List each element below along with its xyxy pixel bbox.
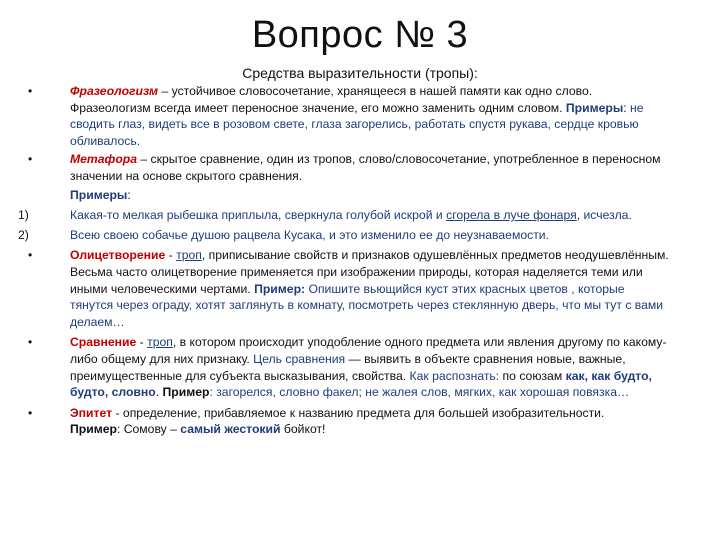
definition: , в котором происходит уподобление одного предмета или явления другому по какому-либо общему для них признаку.: [70, 335, 667, 366]
example-text: Всею своею собачье душою рацвела Кусака, и это изменило ее до неузнаваемости.: [70, 227, 549, 242]
list-item-phraseologism: [18, 83, 670, 149]
trope-link[interactable]: троп: [147, 335, 173, 350]
list-item-personification: [18, 247, 670, 330]
colon: :: [623, 100, 627, 115]
examples-heading: [18, 187, 670, 204]
trope-link[interactable]: троп: [176, 248, 202, 263]
examples-label: Примеры: [565, 100, 624, 115]
example-text-end: бойкот!: [280, 422, 326, 437]
definition: – устойчивое словосочетание, хранящееся в нашей памяти как одно слово. Фразеологизм всегда имеет переносное значение, его можно заменить одним словом.: [70, 84, 593, 115]
bullet-icon: [28, 151, 58, 168]
definition: , приписывание свойств и признаков одушевлённых предметов неодушевлённым. Весьма часто олицетворение применяется при изображении природы, которая наделяется теми или иными человеческими чертами.: [70, 248, 669, 296]
slide-subtitle: Средства выразительности (тропы):: [242, 65, 478, 81]
goal-label: Цель сравнения: [253, 351, 346, 366]
example-label: Пример: [162, 385, 210, 400]
metaphor-highlight: сгорела в луче фонаря: [446, 208, 577, 223]
how-label: Как распознать:: [409, 368, 500, 383]
slide-title: Вопрос № 3: [251, 14, 469, 56]
dash: -: [136, 335, 148, 350]
list-item-metaphor: [18, 151, 670, 184]
bullet-icon: [28, 405, 58, 422]
content-list: [18, 83, 670, 438]
bullet-icon: [28, 83, 58, 100]
period: .: [155, 385, 163, 400]
epithet-highlight: самый жестокий: [180, 422, 281, 437]
examples-text: не сводить глаз, видеть все в розовом свете, глаза загорелись, работать спустя рукава, сердце кровью обливалось.: [70, 100, 644, 148]
definition: - определение, прибавляемое к названию предмета для большей изобразительности.: [112, 405, 605, 420]
how-text: по союзам: [499, 368, 566, 383]
number-label: 2): [18, 227, 29, 242]
bullet-icon: [28, 247, 58, 264]
example-label: Пример:: [254, 281, 306, 296]
numbered-example-1: [18, 207, 670, 224]
definition: – скрытое сравнение, один из тропов, слово/словосочетание, употребленное в переносном значении на основе скрытого сравнения.: [70, 152, 661, 183]
example-text-end: , исчезла.: [576, 208, 632, 223]
term-epithet: Эпитет: [70, 405, 113, 420]
list-item-epithet: [18, 405, 670, 438]
numbered-example-2: [18, 227, 670, 244]
bullet-icon: [28, 334, 58, 351]
examples-label: Примеры: [70, 187, 128, 202]
example-text: Какая-то мелкая рыбешка приплыла, сверкнула голубой искрой и: [70, 208, 447, 223]
number-label: 1): [18, 208, 29, 223]
term-phraseologism: Фразеологизм: [70, 84, 159, 98]
example-text: : Сомову –: [116, 422, 181, 437]
colon: :: [127, 187, 131, 202]
example-text: Опишите вьющийся куст этих красных цветов , которые тянутся через ограду, хотят заглянуть в комнату, посмотреть через стеклянную дверь, что мы тут с вами делаем…: [70, 281, 664, 329]
term-comparison: Сравнение: [70, 335, 137, 350]
list-item-comparison: [18, 334, 670, 400]
example-text: : загорелся, словно факел; не жалея слов, мягких, как хорошая повязка…: [209, 385, 630, 400]
goal-text: — выявить в объекте сравнения новые, важные, преимущественные для субъекта высказывания, свойства.: [70, 351, 626, 383]
dash: -: [165, 248, 177, 263]
term-personification: Олицетворение: [70, 248, 166, 263]
conjunctions: как, как будто, будто, словно: [70, 368, 652, 400]
example-label: Пример: [70, 422, 117, 437]
term-metaphor: Метафора: [70, 152, 137, 167]
